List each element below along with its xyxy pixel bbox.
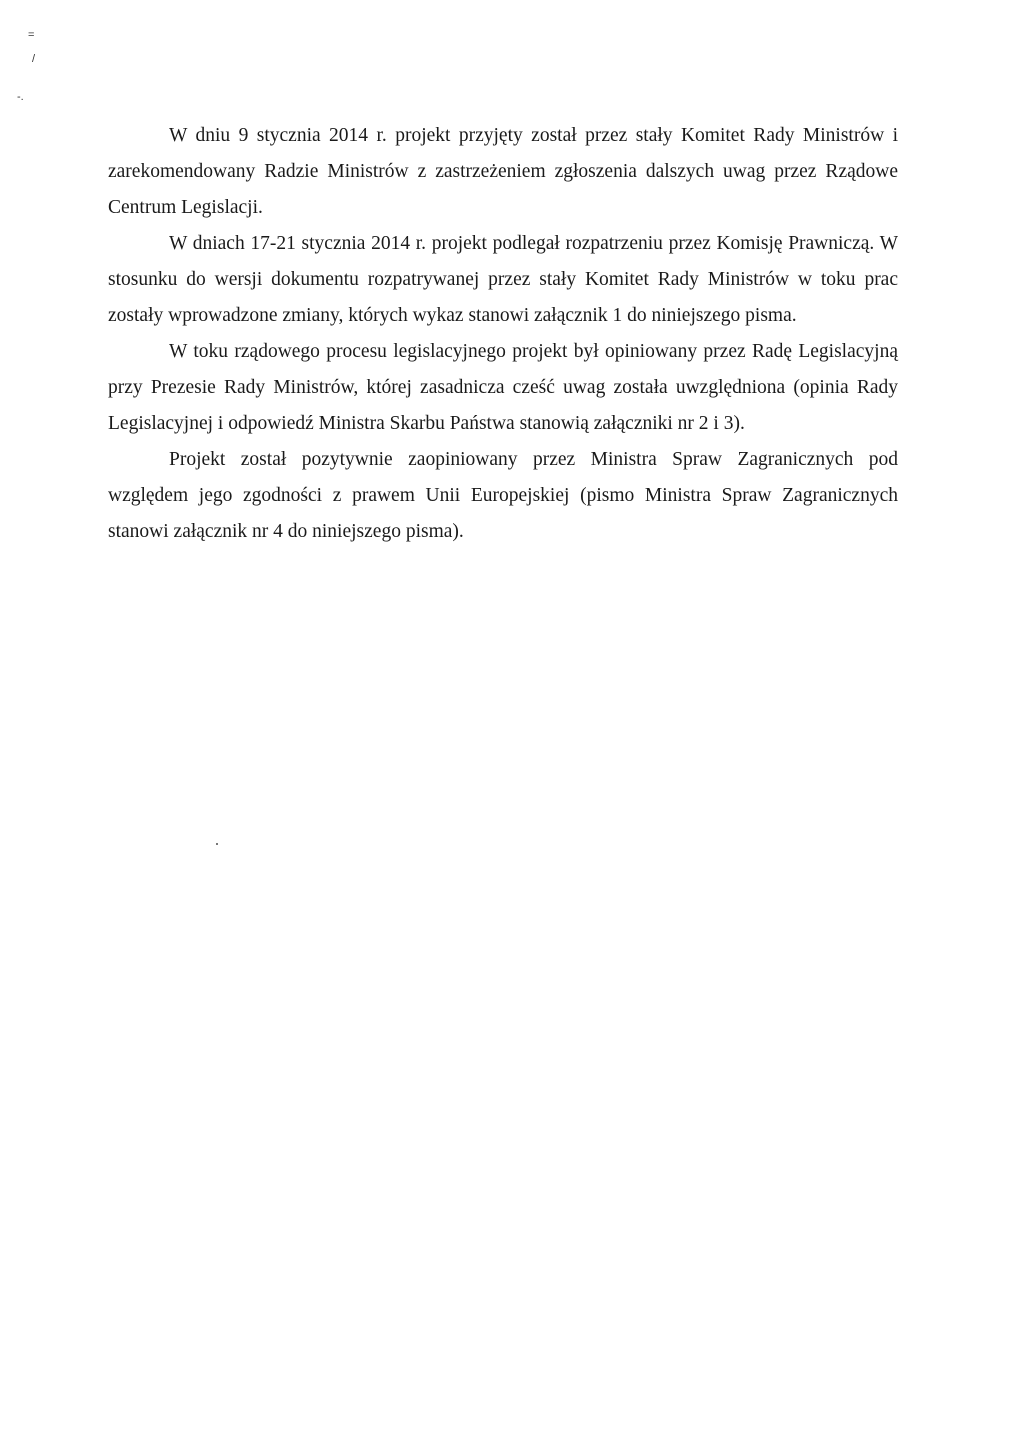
paragraph-legislative-council: W toku rządowego procesu legislacyjnego projekt był opiniowany przez Radę Legislacyjną przy Prezesie Rady Ministrów, której zasadnicza cześć uwag została uwzględniona (opinia Rady Legislacyjnej i odpowiedź Ministra Skarbu Państwa stanowią załączniki nr 2 i 3). xyxy=(108,341,898,434)
document-body xyxy=(108,118,898,550)
paragraph-foreign-affairs-opinion: Projekt został pozytywnie zaopiniowany przez Ministra Spraw Zagranicznych pod względem jego zgodności z prawem Unii Europejskiej (pismo Ministra Spraw Zagranicznych stanowi załącznik nr 4 do niniejszego pisma). xyxy=(108,449,898,542)
scan-mark: = xyxy=(28,29,35,41)
scan-mark: -. xyxy=(17,91,24,103)
paragraph-legal-commission: W dniach 17-21 stycznia 2014 r. projekt podlegał rozpatrzeniu przez Komisję Prawniczą. W stosunku do wersji dokumentu rozpatrywanej przez stały Komitet Rady Ministrów w toku prac zostały wprowadzone zmiany, których wykaz stanowi załącznik 1 do niniejszego pisma. xyxy=(108,233,898,326)
scan-speck xyxy=(216,843,218,845)
scan-mark: / xyxy=(32,53,36,65)
paragraph-committee-approval: W dniu 9 stycznia 2014 r. projekt przyjęty został przez stały Komitet Rady Ministrów i zarekomendowany Radzie Ministrów z zastrzeżeniem zgłoszenia dalszych uwag przez Rządowe Centrum Legislacji. xyxy=(108,125,898,218)
